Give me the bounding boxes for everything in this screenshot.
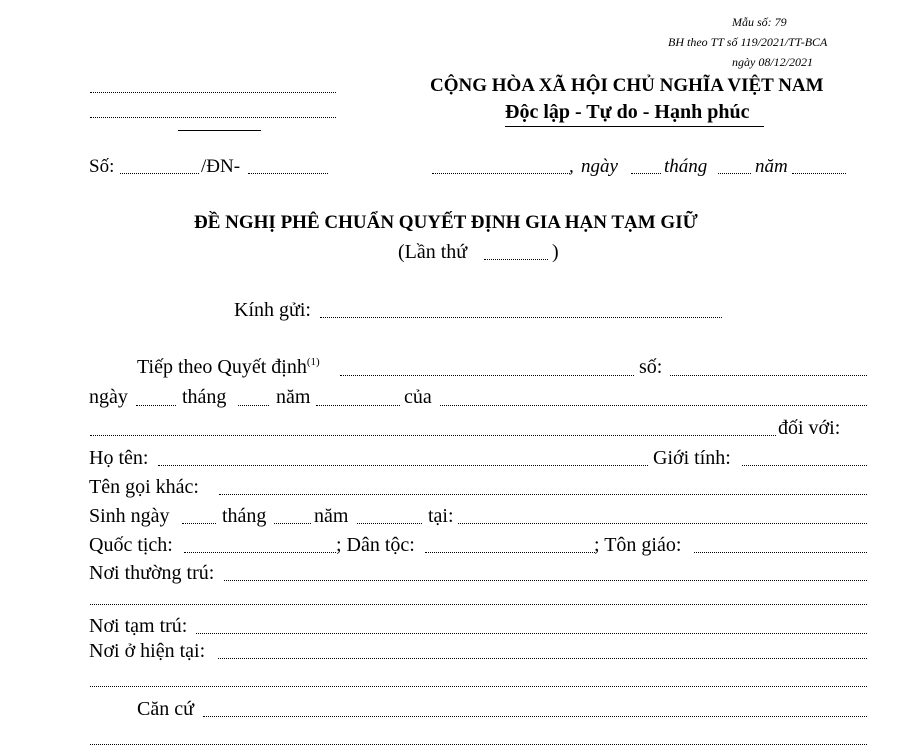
kinh-gui-field[interactable] <box>320 317 722 318</box>
document-title: ĐỀ NGHỊ PHÊ CHUẨN QUYẾT ĐỊNH GIA HẠN TẠM GIỮ <box>194 212 698 233</box>
cua-label: của <box>404 386 432 408</box>
form-number: Mẫu số: 79 <box>732 15 787 29</box>
tiep-theo-text: Tiếp theo Quyết định <box>137 356 307 378</box>
date-thang-label: tháng <box>664 156 708 177</box>
lan-thu-field[interactable] <box>484 259 548 260</box>
ho-ten-label: Họ tên: <box>89 447 149 469</box>
noi-o-hien-tai-field-2[interactable] <box>90 686 867 687</box>
ton-giao-label: ; Tôn giáo: <box>594 534 682 556</box>
qd-thang-label: tháng <box>182 386 227 408</box>
doi-voi-label: đối với: <box>778 417 841 439</box>
ho-ten-field[interactable] <box>158 465 648 466</box>
agency-line-1[interactable] <box>90 92 336 93</box>
tai-field[interactable] <box>458 523 867 524</box>
tai-label: tại: <box>428 505 454 527</box>
so-label: Số: <box>89 156 115 177</box>
can-cu-field-2[interactable] <box>90 744 867 745</box>
date-ngay-field[interactable] <box>631 173 661 174</box>
qd-thang-field[interactable] <box>238 405 269 406</box>
place-field[interactable] <box>432 173 570 174</box>
date-comma: , <box>569 156 574 177</box>
date-ngay-label: ngày <box>581 156 618 177</box>
kinh-gui-label: Kính gửi: <box>234 299 311 321</box>
motto-underline <box>505 126 764 127</box>
noi-o-hien-tai-label: Nơi ở hiện tại: <box>89 640 206 662</box>
can-cu-field[interactable] <box>203 716 867 717</box>
gioi-tinh-field[interactable] <box>742 465 867 466</box>
so-field[interactable] <box>120 173 199 174</box>
footnote-ref-1: (1) <box>306 356 320 368</box>
sinh-thang-field[interactable] <box>274 523 311 524</box>
qd-ngay-field[interactable] <box>136 405 176 406</box>
noi-o-hien-tai-field[interactable] <box>218 658 867 659</box>
form-issued-date: ngày 08/12/2021 <box>732 55 813 69</box>
sinh-nam-label: năm <box>314 505 349 527</box>
noi-thuong-tru-field-2[interactable] <box>90 604 867 605</box>
agency-underline <box>178 130 261 131</box>
agency-line-2[interactable] <box>90 117 336 118</box>
ton-giao-field[interactable] <box>694 552 867 553</box>
quyet-dinh-field[interactable] <box>340 375 634 376</box>
national-motto: Độc lập - Tự do - Hạnh phúc <box>505 101 750 123</box>
lan-thu-label: (Lần thứ <box>398 241 468 263</box>
quoc-tich-field[interactable] <box>184 552 336 553</box>
ten-goi-khac-label: Tên gọi khác: <box>89 476 199 498</box>
tiep-theo-label <box>137 356 320 379</box>
noi-thuong-tru-label: Nơi thường trú: <box>89 562 215 584</box>
dan-toc-label: ; Dân tộc: <box>336 534 415 556</box>
quoc-tich-label: Quốc tịch: <box>89 534 173 556</box>
date-nam-label: năm <box>755 156 788 177</box>
dan-toc-field[interactable] <box>425 552 595 553</box>
noi-thuong-tru-field[interactable] <box>224 580 867 581</box>
sinh-nam-field[interactable] <box>357 523 422 524</box>
form-issued-by: BH theo TT số 119/2021/TT-BCA <box>668 35 828 49</box>
dn-field[interactable] <box>248 173 328 174</box>
qd-nam-label: năm <box>276 386 311 408</box>
sinh-ngay-field[interactable] <box>182 523 216 524</box>
doi-voi-field[interactable] <box>90 435 776 436</box>
gioi-tinh-label: Giới tính: <box>653 447 731 469</box>
country-name: CỘNG HÒA XÃ HỘI CHỦ NGHĨA VIỆT NAM <box>430 75 824 96</box>
cua-field[interactable] <box>440 405 867 406</box>
qd-nam-field[interactable] <box>316 405 400 406</box>
lan-thu-close: ) <box>552 241 559 263</box>
ten-goi-khac-field[interactable] <box>219 494 867 495</box>
date-nam-field[interactable] <box>792 173 846 174</box>
noi-tam-tru-field[interactable] <box>196 633 867 634</box>
dn-label: /ĐN- <box>201 156 241 177</box>
so-quyet-dinh-label: số: <box>639 356 663 378</box>
can-cu-label: Căn cứ <box>137 698 194 720</box>
noi-tam-tru-label: Nơi tạm trú: <box>89 615 188 637</box>
date-thang-field[interactable] <box>718 173 751 174</box>
sinh-ngay-label: Sinh ngày <box>89 505 170 527</box>
qd-ngay-label: ngày <box>89 386 128 408</box>
so-quyet-dinh-field[interactable] <box>670 375 867 376</box>
sinh-thang-label: tháng <box>222 505 267 527</box>
